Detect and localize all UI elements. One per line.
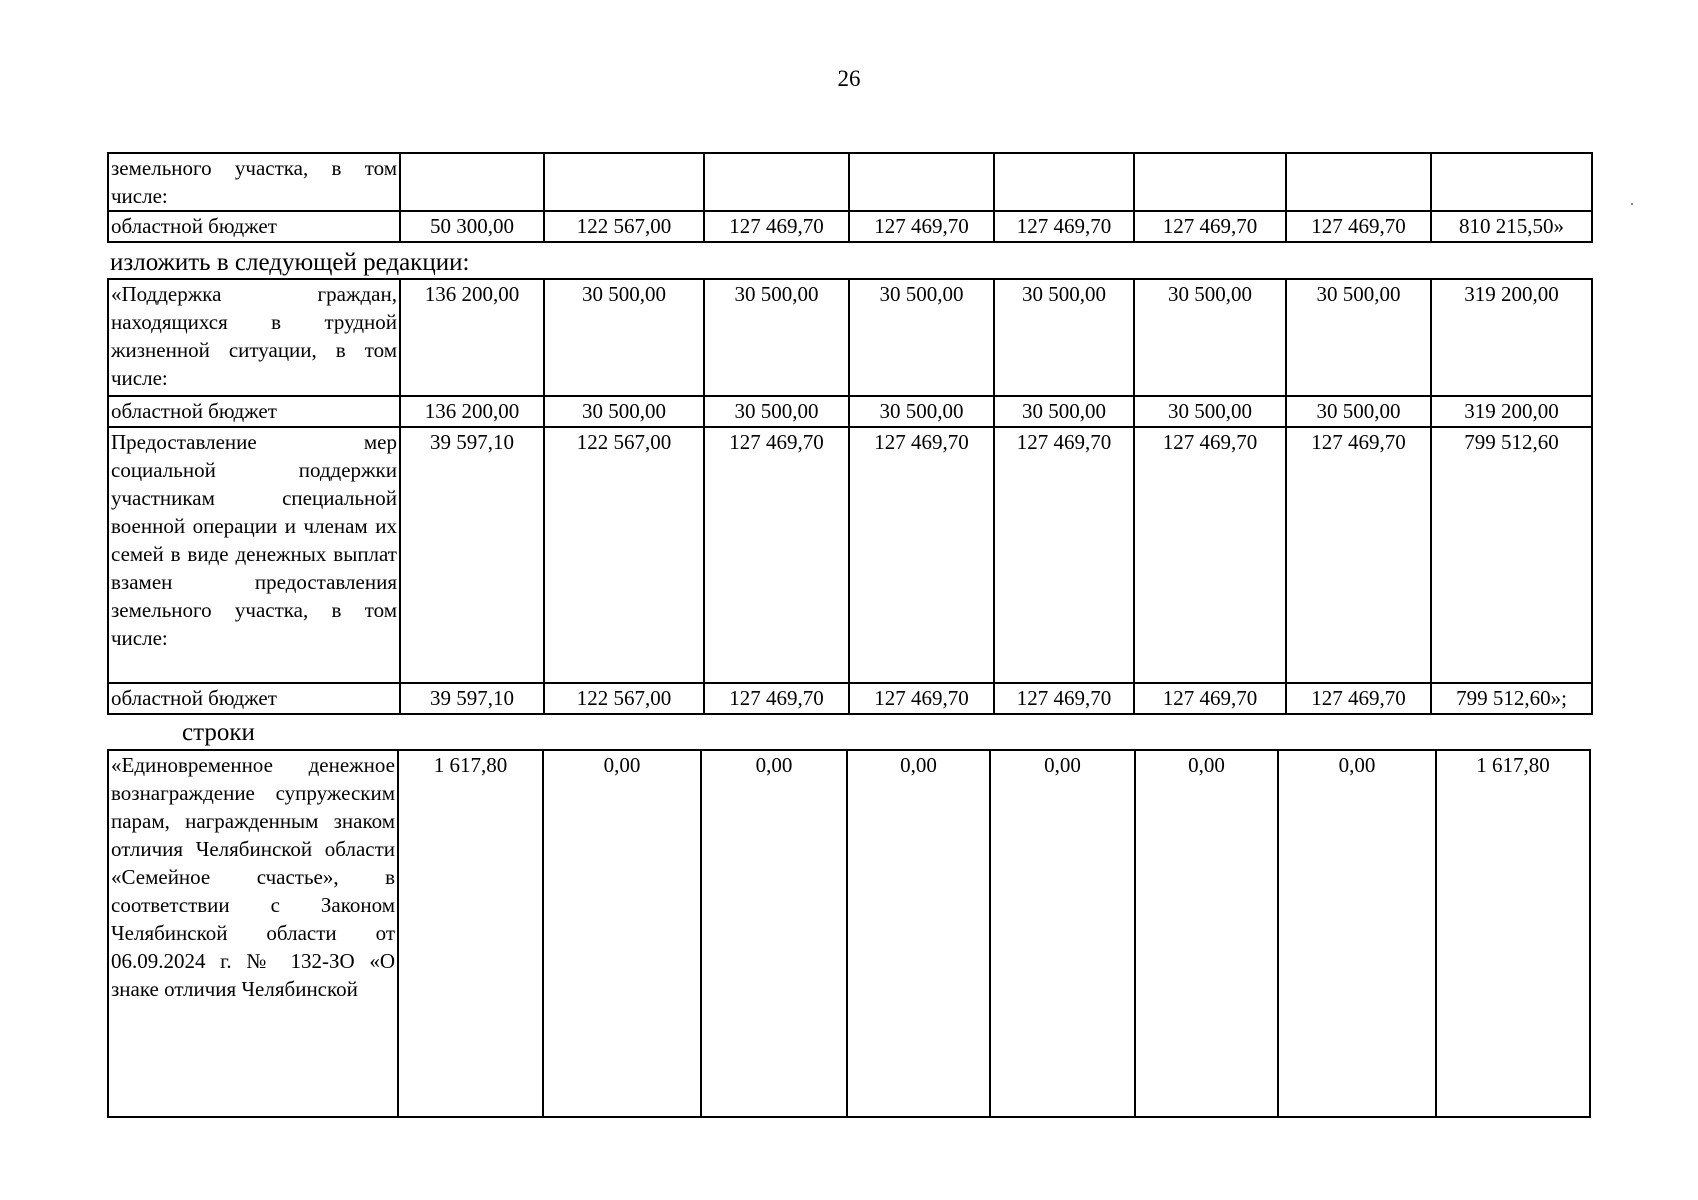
- value-cell: 30 500,00: [849, 279, 994, 396]
- value-cell: 30 500,00: [1286, 396, 1431, 427]
- value-cell: 30 500,00: [544, 396, 704, 427]
- row-name: областной бюджет: [108, 683, 400, 714]
- value-cell: 39 597,10: [400, 427, 544, 683]
- value-cell: 50 300,00: [400, 211, 544, 242]
- value-cell: 122 567,00: [544, 427, 704, 683]
- value-cell: 127 469,70: [1134, 211, 1286, 242]
- row-name: Предоставление мер социальной поддержки участникам специальной военной операции и членам их семей в виде денежных выплат взамен предоставления земельного участка, в том числе:: [108, 427, 400, 683]
- value-cell: 122 567,00: [544, 211, 704, 242]
- table-row: [108, 427, 1592, 683]
- budget-table-3: [107, 749, 1591, 1118]
- value-cell: 319 200,00: [1431, 396, 1592, 427]
- value-cell: 319 200,00: [1431, 279, 1592, 396]
- value-cell: 799 512,60»;: [1431, 683, 1592, 714]
- value-cell: [994, 153, 1134, 211]
- value-cell: 1 617,80: [398, 750, 543, 1117]
- table-row: [108, 153, 1592, 211]
- value-cell: 127 469,70: [994, 427, 1134, 683]
- value-cell: 136 200,00: [400, 279, 544, 396]
- scan-speck: [1631, 203, 1633, 205]
- value-cell: 0,00: [1135, 750, 1278, 1117]
- value-cell: 30 500,00: [704, 396, 849, 427]
- budget-table-1: [107, 152, 1593, 243]
- value-cell: 127 469,70: [1134, 427, 1286, 683]
- row-name: земельного участка, в том числе:: [108, 153, 400, 211]
- value-cell: 127 469,70: [994, 211, 1134, 242]
- value-cell: [1286, 153, 1431, 211]
- value-cell: 30 500,00: [1134, 396, 1286, 427]
- value-cell: 0,00: [990, 750, 1135, 1117]
- value-cell: 127 469,70: [1286, 211, 1431, 242]
- value-cell: 30 500,00: [1134, 279, 1286, 396]
- value-cell: 0,00: [701, 750, 847, 1117]
- section-caption: строки: [182, 719, 255, 746]
- table-row: [108, 279, 1592, 396]
- value-cell: 136 200,00: [400, 396, 544, 427]
- value-cell: 0,00: [847, 750, 990, 1117]
- page-number: 26: [837, 66, 861, 91]
- row-name: областной бюджет: [108, 396, 400, 427]
- value-cell: 30 500,00: [544, 279, 704, 396]
- value-cell: [1431, 153, 1592, 211]
- row-name: «Единовременное денежное вознаграждение супружеским парам, награжденным знаком отличия Челябинской области «Семейное счастье», в соответствии с Законом Челябинской области от 06.09.2024 г. № 132-ЗО «О знаке отличия Челябинской: [108, 750, 398, 1117]
- value-cell: 39 597,10: [400, 683, 544, 714]
- value-cell: 0,00: [543, 750, 701, 1117]
- value-cell: 127 469,70: [994, 683, 1134, 714]
- value-cell: 127 469,70: [1286, 427, 1431, 683]
- budget-table-2: [107, 278, 1593, 715]
- value-cell: 127 469,70: [849, 427, 994, 683]
- value-cell: 122 567,00: [544, 683, 704, 714]
- value-cell: 0,00: [1278, 750, 1436, 1117]
- value-cell: 799 512,60: [1431, 427, 1592, 683]
- value-cell: 127 469,70: [1286, 683, 1431, 714]
- value-cell: 127 469,70: [704, 427, 849, 683]
- value-cell: 810 215,50»: [1431, 211, 1592, 242]
- value-cell: [704, 153, 849, 211]
- value-cell: [544, 153, 704, 211]
- value-cell: 30 500,00: [994, 396, 1134, 427]
- value-cell: 127 469,70: [849, 211, 994, 242]
- row-name: «Поддержка граждан, находящихся в трудной жизненной ситуации, в том числе:: [108, 279, 400, 396]
- row-name: областной бюджет: [108, 211, 400, 242]
- table-row: [108, 211, 1592, 242]
- value-cell: 30 500,00: [849, 396, 994, 427]
- value-cell: 127 469,70: [849, 683, 994, 714]
- value-cell: [1134, 153, 1286, 211]
- section-caption: изложить в следующей редакции:: [110, 249, 470, 276]
- table-row: [108, 683, 1592, 714]
- table-row: [108, 750, 1590, 1117]
- value-cell: 127 469,70: [704, 683, 849, 714]
- value-cell: 127 469,70: [1134, 683, 1286, 714]
- value-cell: 30 500,00: [704, 279, 849, 396]
- value-cell: 30 500,00: [994, 279, 1134, 396]
- value-cell: 1 617,80: [1436, 750, 1590, 1117]
- value-cell: [849, 153, 994, 211]
- value-cell: 127 469,70: [704, 211, 849, 242]
- table-row: [108, 396, 1592, 427]
- value-cell: [400, 153, 544, 211]
- value-cell: 30 500,00: [1286, 279, 1431, 396]
